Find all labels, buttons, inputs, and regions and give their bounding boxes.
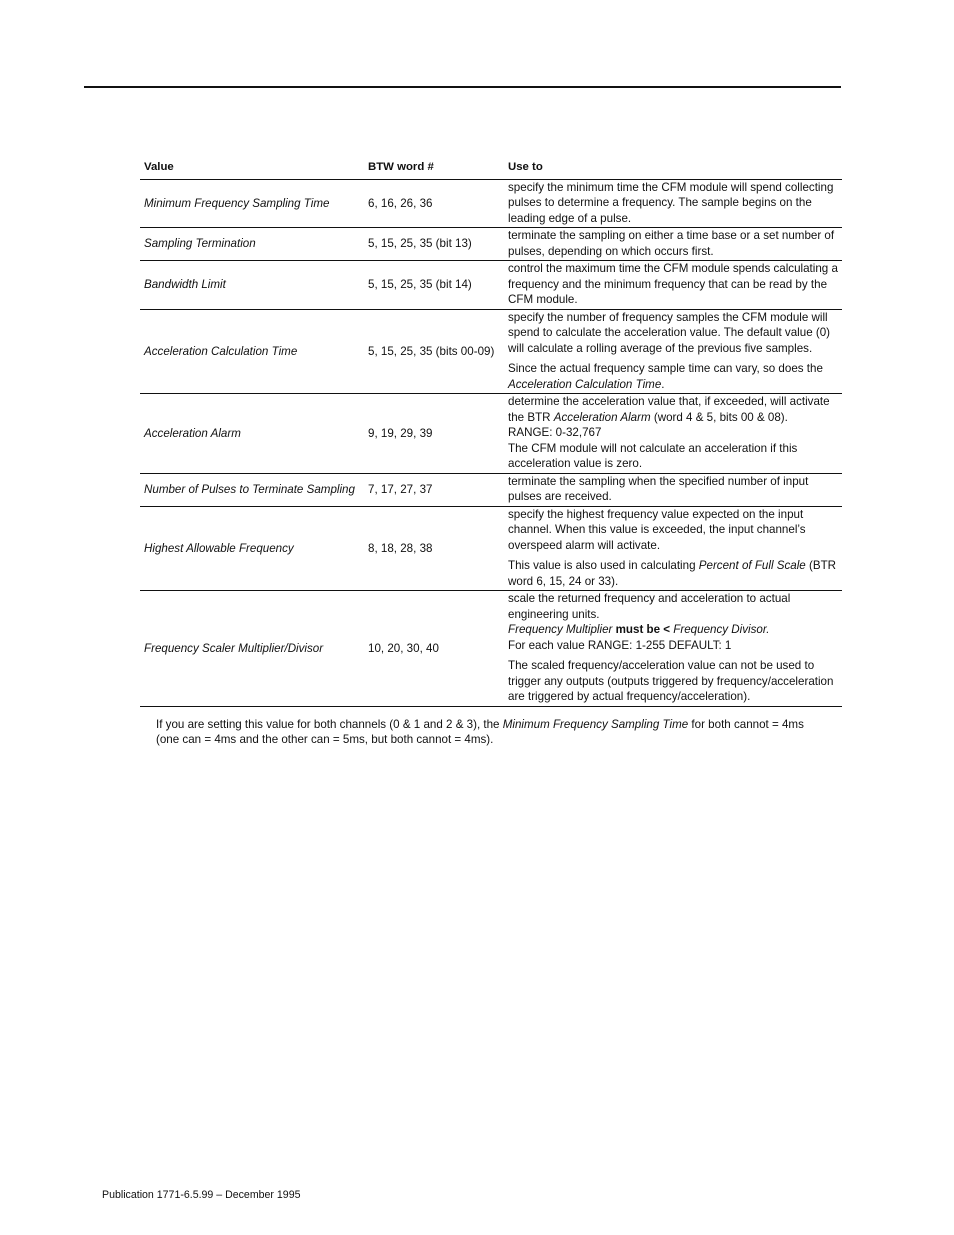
table-row [140,309,842,394]
use-to-text: . [661,377,665,391]
use-to-paragraph [508,507,838,554]
use-to-text: must be < [612,623,674,636]
use-to-paragraph [508,474,838,505]
cell-value-name: Bandwidth Limit [140,261,364,310]
cell-btw-word: 10, 20, 30, 40 [364,591,504,707]
cell-value-name: Highest Allowable Frequency [140,506,364,591]
use-to-text: Acceleration Calculation Time [508,377,662,391]
use-to-text: Frequency Multiplier [508,623,613,636]
cell-btw-word: 7, 17, 27, 37 [364,473,504,506]
use-to-text: scale the returned frequency and acceleration to actual engineering units. [508,592,791,621]
use-to-paragraph [508,425,838,441]
footnote-text-a: If you are setting this value for both channels (0 & 1 and 2 & 3), the [156,718,503,731]
use-to-text: This value is also used in calculating [508,559,699,572]
use-to-paragraph [508,441,838,472]
use-to-text: terminate the sampling when the specified number of input pulses are received. [508,474,809,503]
use-to-text: Frequency Divisor. [673,623,770,636]
parameter-table-container [140,158,842,707]
publication-footer: Publication 1771-6.5.99 – December 1995 [102,1189,301,1201]
cell-btw-word: 5, 15, 25, 35 (bit 14) [364,261,504,310]
use-to-text: Percent of Full Scale [698,559,806,572]
cell-btw-word: 8, 18, 28, 38 [364,506,504,591]
cell-value-name: Acceleration Alarm [140,394,364,474]
footnote-text-b: for both cannot = 4ms [688,718,804,731]
cell-use-to [504,309,842,394]
cell-use-to [504,228,842,261]
table-row [140,591,842,707]
use-to-paragraph [508,228,838,259]
use-to-text: The CFM module will not calculate an acceleration if this acceleration value is zero. [508,441,798,470]
footnote [156,717,836,747]
use-to-text: determine the acceleration value that, if exceeded, will activate the BTR [508,395,830,424]
table-body [140,179,842,706]
table-row [140,261,842,310]
footnote-line-2: (one can = 4ms and the other can = 5ms, but both cannot = 4ms). [156,733,494,746]
cell-value-name: Sampling Termination [140,228,364,261]
use-to-text: specify the highest frequency value expected on the input channel. When this value is exceeded, the input channel’s overspeed alarm will activate. [508,507,806,552]
use-to-paragraph [508,638,838,654]
use-to-text: control the maximum time the CFM module spends calculating a frequency and the minimum frequency that can be read by the CFM module. [508,262,838,306]
cell-use-to [504,261,842,310]
use-to-text: specify the number of frequency samples the CFM module will spend to calculate the acceleration value. The default value (0) will calculate a rolling average of the previous five samples. [508,310,831,355]
cell-use-to [504,394,842,474]
cell-use-to [504,591,842,707]
use-to-text: specify the minimum time the CFM module will spend collecting pulses to determine a frequency. The sample begins on the leading edge of a pulse. [508,180,834,225]
use-to-paragraph [508,558,838,589]
table-row [140,179,842,228]
cell-use-to [504,506,842,591]
table-row [140,506,842,591]
table-header-row [140,158,842,179]
use-to-paragraph [508,180,838,227]
cell-use-to [504,473,842,506]
use-to-paragraph [508,261,838,308]
use-to-paragraph [508,361,838,392]
cell-btw-word: 5, 15, 25, 35 (bits 00-09) [364,309,504,394]
cell-value-name: Acceleration Calculation Time [140,309,364,394]
cell-btw-word: 5, 15, 25, 35 (bit 13) [364,228,504,261]
use-to-text: Acceleration Alarm [553,410,651,424]
footnote-italic-term: Minimum Frequency Sampling Time [502,718,689,731]
cell-btw-word: 6, 16, 26, 36 [364,179,504,228]
cell-btw-word: 9, 19, 29, 39 [364,394,504,474]
use-to-paragraph [508,310,838,357]
parameter-table [140,158,842,707]
use-to-paragraph [508,591,838,622]
use-to-paragraph [508,658,838,705]
use-to-paragraph [508,394,838,425]
column-header-btw-word: BTW word # [364,158,504,179]
use-to-paragraph [508,622,838,638]
column-header-use-to: Use to [504,158,842,179]
use-to-text: RANGE: 0-32,767 [508,426,602,439]
table-row [140,228,842,261]
use-to-text: The scaled frequency/acceleration value can not be used to trigger any outputs (outputs triggered by frequency/acceleration are triggered by actual frequency/acceleration). [508,659,834,703]
column-header-value: Value [140,158,364,179]
cell-use-to [504,179,842,228]
use-to-text: Since the actual frequency sample time can vary, so does the [508,362,823,375]
use-to-text: For each value RANGE: 1-255 DEFAULT: 1 [508,638,732,652]
cell-value-name: Number of Pulses to Terminate Sampling [140,473,364,506]
use-to-text: terminate the sampling on either a time base or a set number of pulses, depending on which occurs first. [508,229,835,258]
footnote-line-1 [156,717,836,732]
table-row [140,394,842,474]
cell-value-name: Minimum Frequency Sampling Time [140,179,364,228]
cell-value-name: Frequency Scaler Multiplier/Divisor [140,591,364,707]
table-row [140,473,842,506]
use-to-text: (BTR word 6, 15, 24 or 33). [508,559,837,588]
header-rule [84,86,841,88]
use-to-text: (word 4 & 5, bits 00 & 08). [650,410,788,424]
